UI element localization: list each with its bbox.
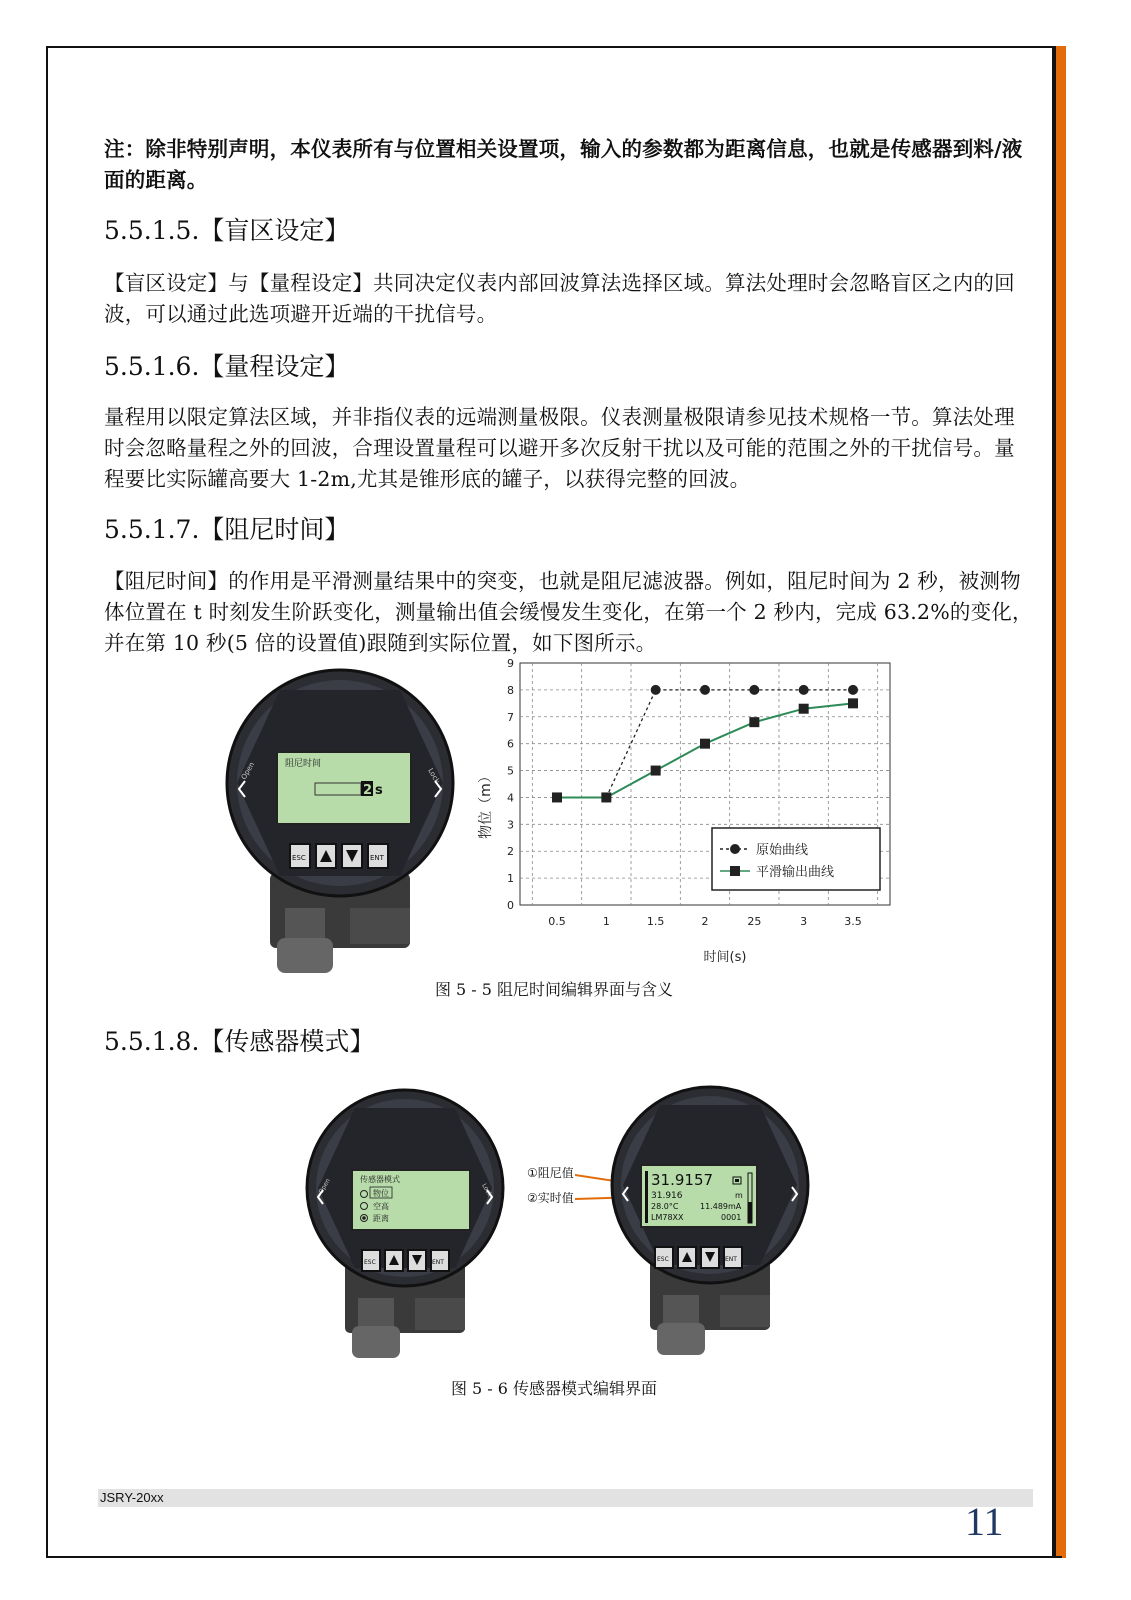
legend-label-0: 原始曲线 [756, 843, 809, 858]
legend-marker-0 [730, 844, 740, 854]
unit-label: m [735, 1191, 743, 1200]
y-axis-label: 物位（m） [478, 769, 494, 839]
footer-bar [98, 1489, 1033, 1507]
esc-button-label: ESC [364, 1259, 376, 1266]
model-label: LM78XX [651, 1213, 684, 1222]
ent-button-label: ENT [432, 1259, 444, 1266]
current-value: 11.489mA [700, 1202, 742, 1211]
open-label: Open [317, 1177, 332, 1195]
y-tick-label: 2 [507, 845, 514, 859]
screen-title: 阻尼时间 [285, 759, 322, 769]
figure-5-6-caption: 图 5 - 6 传感器模式编辑界面 [450, 1379, 658, 1398]
damping-value-digit: 2 [363, 783, 373, 798]
callout-realtime-value: ②实时值 [527, 1191, 574, 1205]
option-distance-label: 距离 [373, 1214, 389, 1223]
data-point-raw [848, 685, 858, 695]
accent-bar [1056, 46, 1066, 1558]
esc-button-label: ESC [657, 1256, 669, 1263]
chart-legend-box [712, 828, 880, 890]
y-tick-label: 6 [507, 737, 514, 751]
temperature-value: 28.0°C [651, 1202, 679, 1211]
mode-screen-title: 传感器模式 [360, 1175, 400, 1184]
lock-label: Lock [480, 1182, 494, 1198]
note-paragraph: 注：除非特别声明，本仪表所有与位置相关设置项，输入的参数都为距离信息，也就是传感器到料/液面的距离。 [104, 137, 1023, 192]
option-radio-distance-selected [362, 1216, 366, 1220]
level-bar-fill [748, 1202, 752, 1223]
data-point-smooth [799, 704, 809, 714]
y-tick-label: 0 [507, 899, 514, 912]
data-point-smooth [700, 739, 710, 749]
option-empty-height-label: 空高 [373, 1202, 389, 1211]
data-point-smooth [749, 717, 759, 727]
y-tick-label: 1 [507, 872, 514, 886]
device-sensor-mode [300, 1088, 510, 1363]
damping-chart [470, 655, 900, 975]
data-point-smooth [651, 766, 661, 776]
y-tick-label: 5 [507, 764, 514, 778]
code-label: 0001 [721, 1213, 742, 1222]
section-heading-range: 5.5.1.6.【量程设定】 [104, 352, 350, 381]
device-damping-time [215, 668, 465, 978]
y-tick-label: 9 [507, 657, 514, 670]
section-heading-blind-zone: 5.5.1.5.【盲区设定】 [104, 216, 350, 245]
x-tick-label: 0.5 [548, 915, 566, 928]
legend-marker-1 [730, 866, 740, 876]
lock-label: Lock [426, 767, 442, 785]
x-tick-label: 1.5 [646, 915, 665, 928]
page-frame-bottom [46, 1556, 1062, 1558]
open-label: Open [239, 760, 257, 781]
y-tick-label: 7 [507, 710, 514, 724]
realtime-value: 31.916 [651, 1191, 683, 1201]
data-point-smooth [601, 792, 611, 802]
page-number: 11 [965, 1499, 1004, 1544]
x-tick-label: 25 [747, 915, 762, 928]
device-main-display [575, 1085, 815, 1365]
x-tick-label: 3.5 [844, 915, 862, 928]
section-heading-sensor-mode: 5.5.1.8.【传感器模式】 [104, 1027, 375, 1056]
legend-label-1: 平滑输出曲线 [756, 865, 835, 880]
data-point-raw [651, 685, 661, 695]
x-tick-label: 3 [800, 915, 808, 928]
esc-button-label: ESC [292, 854, 306, 862]
main-value: 31.9157 [651, 1171, 714, 1189]
data-point-raw [749, 685, 759, 695]
damping-value-unit: s [375, 783, 383, 798]
x-tick-label: 1 [602, 915, 610, 928]
data-point-smooth [848, 698, 858, 708]
section-body-damping: 【阻尼时间】的作用是平滑测量结果中的突变，也就是阻尼滤波器。例如，阻尼时间为 2 秒，被测物体位置在 t 时刻发生阶跃变化，测量输出值会缓慢发生变化，在第一个 2 秒内，完成 63.2%的变化，并在第 10 秒(5 倍的设置值)跟随到实际位置，如下图所示。 [104, 569, 1033, 655]
section-heading-damping: 5.5.1.7.【阻尼时间】 [104, 515, 350, 544]
figure-5-5-caption: 图 5 - 5 阻尼时间编辑界面与含义 [434, 980, 674, 999]
y-tick-label: 8 [507, 683, 514, 697]
callout-damping-value: ①阻尼值 [527, 1166, 574, 1180]
option-level-label: 物位 [373, 1189, 389, 1198]
x-axis-label: 时间(s) [703, 950, 747, 965]
x-tick-label: 2 [701, 915, 709, 928]
section-body-blind-zone: 【盲区设定】与【量程设定】共同决定仪表内部回波算法选择区域。算法处理时会忽略盲区之内的回波，可以通过此选项避开近端的干扰信号。 [104, 271, 1015, 326]
data-point-smooth [552, 792, 562, 802]
section-body-range: 量程用以限定算法区域，并非指仪表的远端测量极限。仪表测量极限请参见技术规格一节。算法处理时会忽略量程之外的回波，合理设置量程可以避开多次反射干扰以及可能的范围之外的干扰信号。量程要比实际罐高要大 1-2m,尤其是锥形底的罐子，以获得完整的回波。 [104, 405, 1015, 491]
footer-code: JSRY-20xx [100, 1490, 164, 1505]
ent-button-label: ENT [725, 1256, 737, 1263]
y-tick-label: 3 [507, 818, 514, 832]
y-tick-label: 4 [507, 791, 514, 805]
data-point-raw [799, 685, 809, 695]
ent-button-label: ENT [370, 854, 384, 862]
data-point-raw [700, 685, 710, 695]
